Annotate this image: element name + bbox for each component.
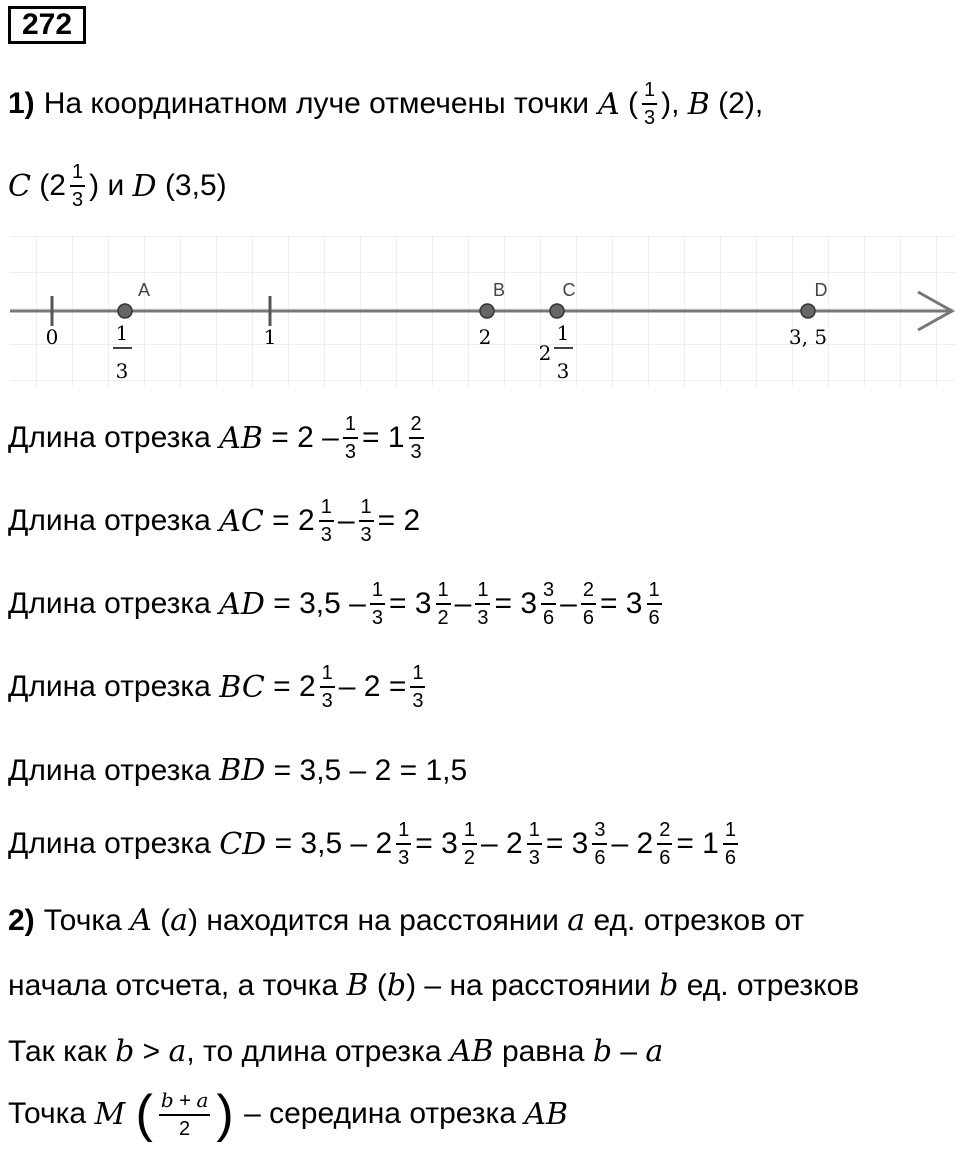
part2-line2: начала отсчета, а точка B ( b ) – на расстоянии b ед. отрезков bbox=[8, 968, 860, 1003]
segment-prefix: Длина отрезка bbox=[8, 753, 211, 787]
segment-name: AD bbox=[219, 586, 265, 622]
segment-name: AB bbox=[219, 420, 263, 456]
segment-name: BD bbox=[219, 753, 266, 788]
segment-prefix: Длина отрезка bbox=[8, 421, 211, 454]
part2-line4: Точка M ( b + a 2 ) – середина отрезка AB bbox=[8, 1085, 569, 1143]
segment-prefix: Длина отрезка bbox=[8, 504, 211, 537]
segment-prefix: Длина отрезка bbox=[8, 670, 211, 703]
segment-ac: Длина отрезка AC = 2 1 3 – 1 3 = 2 bbox=[8, 496, 421, 546]
part1-line2: C (2 1 3 ) и D (3,5) bbox=[8, 161, 227, 211]
point-c-den: 3 bbox=[556, 359, 570, 383]
part1-line1: 1) На координатном луче отмечены точки A ( 1 3 ), B (2), bbox=[8, 79, 764, 129]
point-c-label: C bbox=[562, 280, 576, 300]
part2-text: ед. отрезков bbox=[686, 968, 860, 1002]
point-b-label: B bbox=[492, 280, 506, 300]
part2-line1: 2) Точка A ( a ) находится на расстоянии a ед. отрезков от bbox=[8, 903, 805, 938]
point-d-label: D bbox=[814, 280, 828, 300]
part2-text: Точка bbox=[8, 1097, 87, 1130]
segment-prefix: Длина отрезка bbox=[8, 827, 211, 860]
segment-bc: Длина отрезка BC = 2 1 3 – 2 = 1 3 bbox=[8, 662, 424, 712]
part2-text: Так как bbox=[8, 1034, 107, 1068]
point-a-den: 3 bbox=[115, 359, 129, 383]
part2-text: – середина отрезка bbox=[244, 1097, 517, 1130]
point-a bbox=[118, 304, 132, 318]
point-b bbox=[480, 304, 494, 318]
tick-label-1: 1 bbox=[263, 325, 277, 349]
segment-name: AC bbox=[219, 503, 264, 539]
segment-cd: Длина отрезка CD = 3,5 – 2 1 3 = 3 1 2 – 2 1 3 = 3 3 6 – 2 2 6 = 1 1 6 bbox=[8, 819, 736, 869]
segment-prefix: Длина отрезка bbox=[8, 587, 211, 620]
part2-line3: Так как b > a , то длина отрезка AB равна b – a bbox=[8, 1034, 664, 1069]
point-a-label: A bbox=[138, 280, 151, 300]
segment-ab: Длина отрезка AB = 2 – 1 3 = 1 2 3 bbox=[8, 413, 422, 463]
part2-text: Точка bbox=[43, 903, 122, 937]
part2-text: то длина отрезка bbox=[203, 1034, 442, 1068]
point-d bbox=[801, 304, 815, 318]
segment-bd: Длина отрезка BD = 3,5 – 2 = 1,5 bbox=[8, 753, 468, 788]
segment-name: BC bbox=[219, 669, 265, 705]
part1-marker: 1) bbox=[8, 87, 35, 120]
part2-text: равна bbox=[501, 1034, 585, 1068]
point-c-whole: 2 bbox=[538, 341, 552, 365]
segment-name: CD bbox=[219, 826, 267, 862]
point-b-value: 2 bbox=[478, 325, 492, 349]
part1-intro: На координатном луче отмечены точки bbox=[43, 87, 589, 120]
point-c-num: 1 bbox=[556, 321, 570, 345]
point-d-value: 3, 5 bbox=[788, 325, 828, 349]
part2-text: начала отсчета, а точка bbox=[8, 968, 339, 1002]
tick-label-0: 0 bbox=[45, 325, 59, 349]
part2-text: находится на расстоянии bbox=[206, 903, 559, 937]
point-a-num: 1 bbox=[115, 321, 129, 345]
part2-text: ед. отрезков от bbox=[593, 903, 805, 937]
part2-marker: 2) bbox=[8, 903, 35, 937]
coordinate-ray bbox=[0, 236, 960, 388]
segment-ad: Длина отрезка AD = 3,5 – 1 3 = 3 1 2 – 1 3 = 3 3 6 – 2 6 = 3 1 6 bbox=[8, 579, 660, 629]
point-c bbox=[550, 304, 564, 318]
part2-text: – на расстоянии bbox=[424, 968, 651, 1002]
conj-text: и bbox=[107, 169, 125, 202]
task-number: 272 bbox=[8, 6, 86, 44]
